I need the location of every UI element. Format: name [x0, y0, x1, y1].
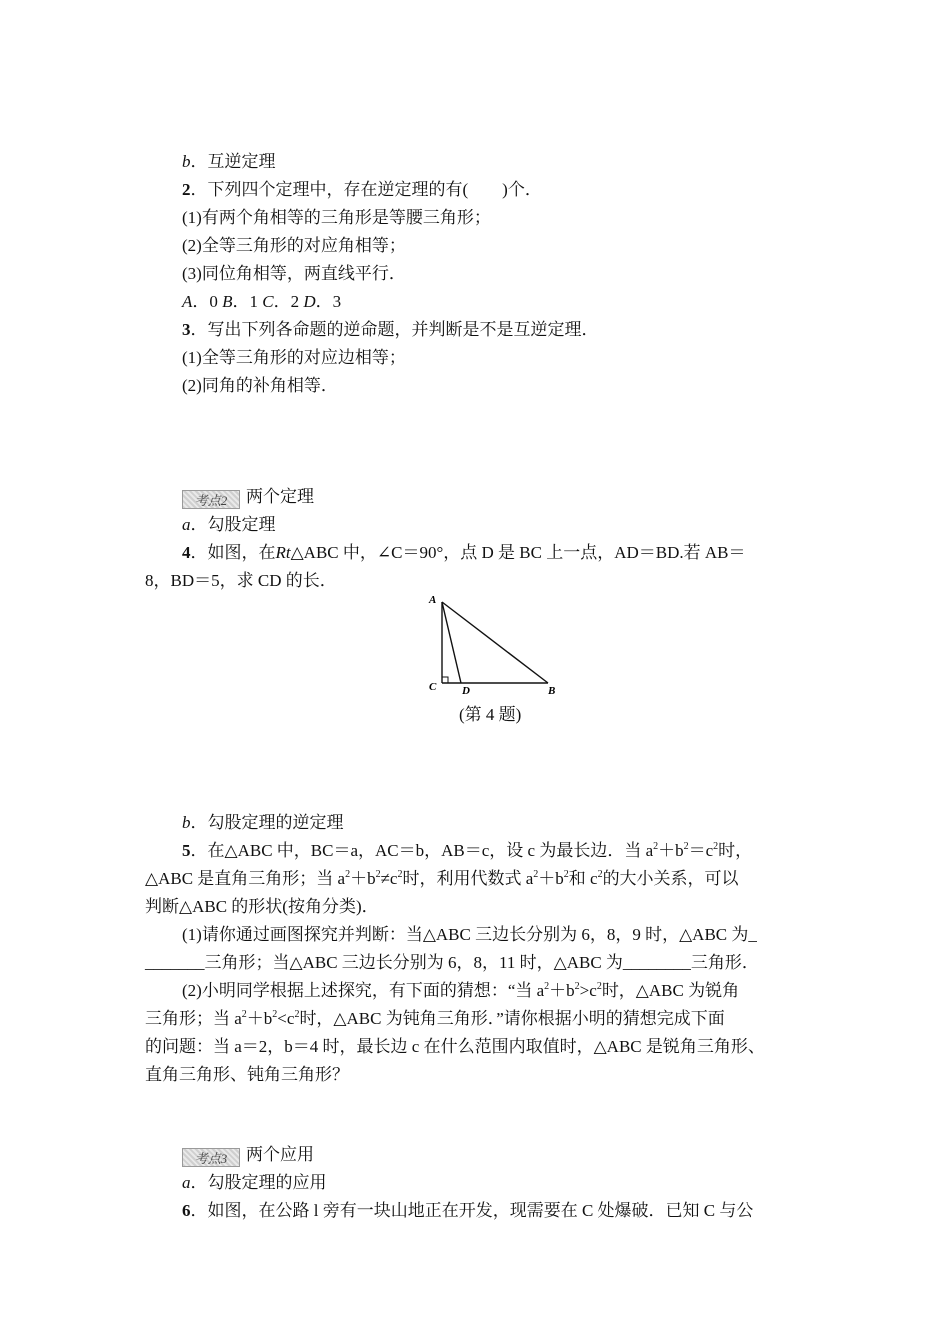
question-5-cont: 判断△ABC 的形状(按角分类)． [145, 897, 379, 916]
label-b: B [548, 685, 556, 697]
question-2-item: (3)同位角相等，两直线平行． [182, 264, 406, 283]
question-5-part-2-cont: 直角三角形、钝角三角形？ [145, 1065, 349, 1084]
subheading-pythagorean-application: a．勾股定理的应用 [182, 1173, 327, 1192]
section-3-heading: 考点3 两个应用 [182, 1142, 314, 1168]
question-2: 2．下列四个定理中，存在逆定理的有( )个． [182, 180, 542, 199]
question-4-cont: 8，BD＝5，求 CD 的长． [145, 571, 337, 590]
question-4: 4．如图，在Rt△ABC 中，∠C＝90°，点 D 是 BC 上一点，AD＝BD.若 AB＝ [182, 543, 746, 562]
question-3-item: (2)同角的补角相等． [182, 376, 338, 395]
question-5-part-1-cont: _______三角形；当△ABC 三边长分别为 6，8，11 时，△ABC 为________三角形． [145, 953, 759, 972]
subheading-pythagorean: a．勾股定理 [182, 515, 276, 534]
question-3-item: (1)全等三角形的对应边相等； [182, 348, 406, 367]
label-a: A [429, 594, 437, 606]
right-angle-mark [442, 677, 448, 683]
question-5-cont: △ABC 是直角三角形；当 $a^2+b^2\ne c^2$时，利用代数式 $a^2+b^2$和 $c^2$的大小关系，可以 [145, 869, 739, 888]
question-6: 6．如图，在公路 l 旁有一块山地正在开发，现需要在 C 处爆破．已知 C 与公 [182, 1201, 754, 1220]
question-5-part-2-cont: 的问题：当 a＝2，b＝4 时，最长边 c 在什么范围内取值时，△ABC 是锐角三角形、 [145, 1037, 765, 1056]
triangle-figure [418, 588, 568, 698]
question-5: 5．在△ABC 中，BC＝a，AC＝b，AB＝c，设 c 为最长边．当 $a^2+b^2=c^2$时， [182, 841, 753, 860]
question-2-item: (1)有两个角相等的三角形是等腰三角形； [182, 208, 491, 227]
question-2-choices: A．0 B．1 C．2 D．3 [182, 292, 342, 311]
section-badge: 考点2 [182, 490, 240, 509]
section-badge: 考点3 [182, 1148, 240, 1167]
question-5-part-1: (1)请你通过画图探究并判断：当△ABC 三边长分别为 6，8，9 时，△ABC 为_ [182, 925, 757, 944]
question-3: 3．写出下列各命题的逆命题，并判断是不是互逆定理． [182, 320, 599, 339]
label-c: C [429, 681, 437, 693]
label-d: D [462, 685, 470, 697]
figure-caption: (第 4 题) [459, 705, 522, 724]
subheading-converse-pythagorean: b．勾股定理的逆定理 [182, 813, 344, 832]
question-5-part-2-cont: 三角形；当 $a^2+b^2<c^2$时，△ABC 为钝角三角形．”请你根据小明的猜想完成下面 [145, 1009, 725, 1028]
question-2-item: (2)全等三角形的对应角相等； [182, 236, 406, 255]
section-2-heading: 考点2 两个定理 [182, 484, 314, 510]
subheading-mutual-converse: b．互逆定理 [182, 152, 276, 171]
question-5-part-2: (2)小明同学根据上述探究，有下面的猜想：“当 $a^2+b^2>c^2$时，△ABC 为锐角 [182, 981, 740, 1000]
